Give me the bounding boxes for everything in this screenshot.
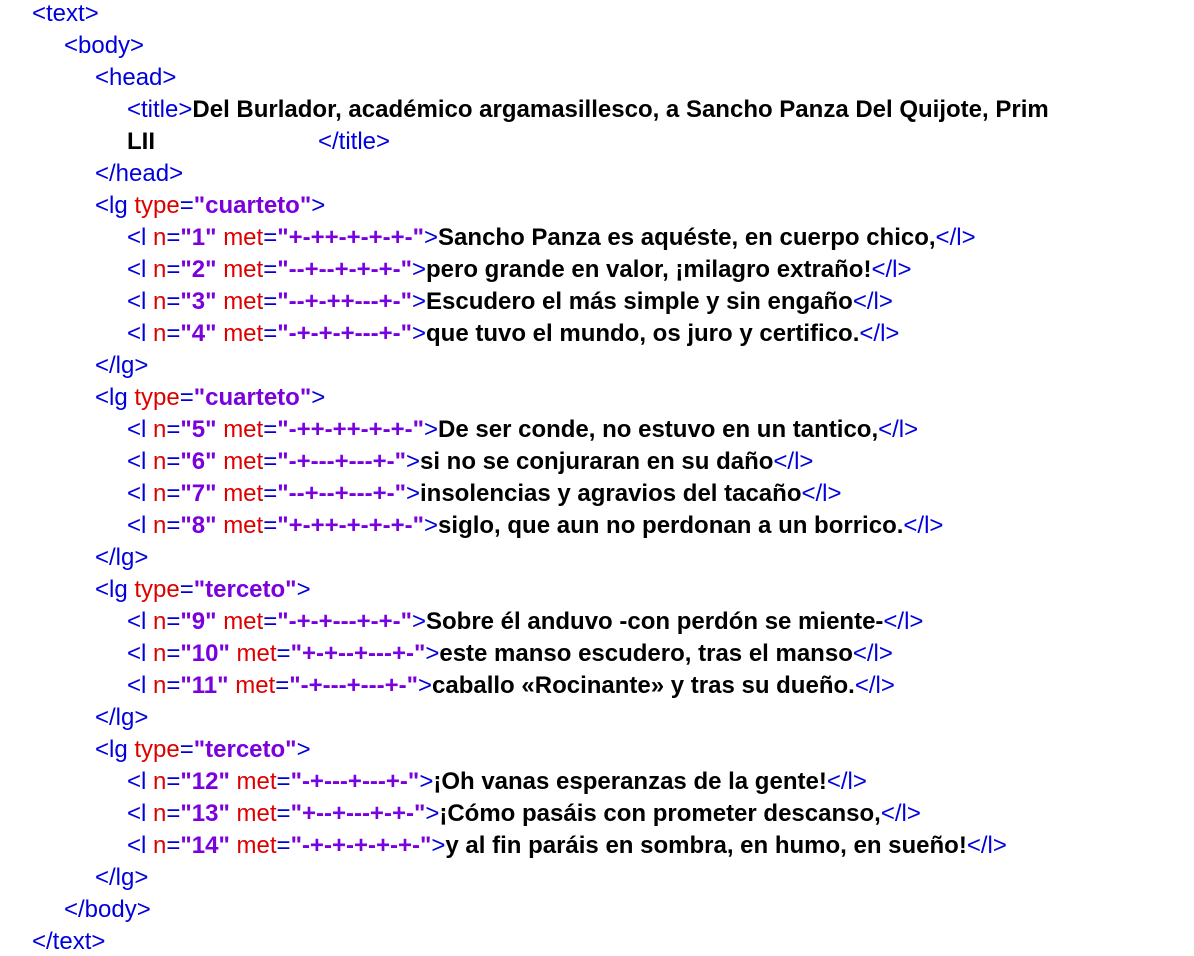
equals: =: [276, 640, 291, 667]
verse-line: [127, 830, 1007, 862]
lg-open-tag: [95, 190, 325, 222]
tag: <l: [127, 640, 147, 667]
tag: </l>: [966, 832, 1007, 859]
attr-name: n: [153, 480, 167, 507]
tag: <l: [127, 480, 147, 507]
attr-name: met: [223, 416, 264, 443]
tag: >: [419, 768, 434, 795]
line-number: "12": [180, 768, 230, 795]
line-number: "14": [180, 832, 230, 859]
attr-name: n: [153, 224, 167, 251]
verse-text: insolencias y agravios del tacaño: [419, 480, 802, 507]
line-number: "3": [180, 288, 217, 315]
tag: <l: [127, 672, 147, 699]
tag: <l: [127, 224, 147, 251]
tag: >: [425, 800, 440, 827]
equals: =: [263, 416, 278, 443]
tag: </lg>: [95, 864, 149, 891]
meter-pattern: "+--+---+-+-": [290, 800, 426, 827]
tag: <l: [127, 256, 147, 283]
verse-line: [127, 670, 895, 702]
meter-pattern: "-++-++-+-+-": [277, 416, 425, 443]
meter-pattern: "-+---+---+-": [289, 672, 418, 699]
tag: </l>: [773, 448, 814, 475]
attr-name: met: [223, 512, 264, 539]
attr-name: type: [134, 576, 180, 603]
verse-line: [127, 318, 899, 350]
tag: >: [424, 416, 439, 443]
line-number: "7": [180, 480, 217, 507]
lg-close-tag: [95, 542, 148, 574]
attr-name: n: [153, 768, 167, 795]
tag: >: [311, 384, 326, 411]
tag: <lg: [95, 384, 128, 411]
tag: <l: [127, 288, 147, 315]
tag: <l: [127, 448, 147, 475]
verse-line: [127, 478, 842, 510]
tag: <l: [127, 800, 147, 827]
stanza-type: "terceto": [193, 576, 297, 603]
line-number: "6": [180, 448, 217, 475]
attr-name: met: [236, 640, 277, 667]
equals: =: [166, 416, 181, 443]
meter-pattern: "-+---+---+-": [277, 448, 406, 475]
verse-line: [127, 222, 976, 254]
attr-name: met: [236, 768, 277, 795]
tag: <lg: [95, 192, 128, 219]
verse-text: ¡Oh vanas esperanzas de la gente!: [433, 768, 827, 795]
meter-pattern: "+-+--+---+-": [290, 640, 426, 667]
lg-open-tag: [95, 734, 311, 766]
tag: </head>: [95, 160, 184, 187]
verse-line: [127, 766, 867, 798]
tag: </title>: [318, 128, 391, 155]
title-text: Del Burlador, académico argamasillesco, a Sancho Panza Del Quijote, Prim: [192, 96, 1049, 123]
tag: >: [418, 672, 433, 699]
equals: =: [166, 512, 181, 539]
verse-text: este manso escudero, tras el manso: [439, 640, 853, 667]
tag: </lg>: [95, 544, 149, 571]
tag: </l>: [852, 640, 893, 667]
tag: >: [405, 480, 420, 507]
attr-name: met: [223, 256, 264, 283]
equals: =: [166, 480, 181, 507]
tag: >: [311, 192, 326, 219]
equals: =: [276, 800, 291, 827]
equals: =: [166, 672, 181, 699]
verse-line: [127, 446, 813, 478]
tag: <lg: [95, 736, 128, 763]
tag: <text>: [32, 0, 99, 27]
tag: >: [411, 608, 426, 635]
body-close-tag: [64, 894, 151, 926]
verse-text: caballo «Rocinante» y tras su dueño.: [432, 672, 855, 699]
meter-pattern: "--+--+---+-": [277, 480, 406, 507]
verse-text: que tuvo el mundo, os juro y certifico.: [426, 320, 860, 347]
equals: =: [263, 608, 278, 635]
attr-name: type: [134, 192, 180, 219]
line-number: "11": [180, 672, 229, 699]
verse-line: [127, 510, 943, 542]
verse-text: De ser conde, no estuvo en un tantico,: [438, 416, 879, 443]
meter-pattern: "+-++-+-+-+-": [277, 224, 425, 251]
equals: =: [166, 224, 181, 251]
attr-name: met: [236, 800, 277, 827]
verse-line: [127, 798, 921, 830]
equals: =: [263, 448, 278, 475]
tag: <l: [127, 416, 147, 443]
equals: =: [166, 288, 181, 315]
tag: </l>: [852, 288, 893, 315]
attr-name: met: [223, 288, 264, 315]
lg-open-tag: [95, 574, 311, 606]
tag: >: [431, 832, 446, 859]
attr-name: met: [223, 448, 264, 475]
attr-name: met: [236, 832, 277, 859]
equals: =: [166, 448, 181, 475]
attr-name: type: [134, 384, 180, 411]
text-close-tag: [32, 926, 105, 956]
tag: <title>: [127, 96, 193, 123]
equals: =: [166, 320, 181, 347]
line-number: "10": [180, 640, 230, 667]
equals: =: [166, 832, 181, 859]
lg-close-tag: [95, 702, 148, 734]
title-line-1: [127, 94, 1049, 126]
verse-line: [127, 414, 918, 446]
tag: </l>: [826, 768, 867, 795]
verse-line: [127, 286, 893, 318]
tag: <l: [127, 320, 147, 347]
tag: >: [296, 736, 311, 763]
attr-name: n: [153, 832, 167, 859]
tag: </l>: [871, 256, 912, 283]
attr-name: met: [223, 480, 264, 507]
tag: </l>: [935, 224, 976, 251]
tag: >: [425, 640, 440, 667]
equals: =: [275, 672, 290, 699]
meter-pattern: "+-++-+-+-+-": [277, 512, 425, 539]
head-open-tag: [95, 62, 176, 94]
attr-name: n: [153, 416, 167, 443]
lg-close-tag: [95, 862, 148, 894]
line-number: "8": [180, 512, 217, 539]
tag: </lg>: [95, 704, 149, 731]
meter-pattern: "-+-+-+-+-+-": [290, 832, 432, 859]
equals: =: [179, 576, 194, 603]
body-open-tag: [64, 30, 144, 62]
verse-line: [127, 638, 893, 670]
verse-text: Sobre él anduvo -con perdón se miente-: [426, 608, 884, 635]
meter-pattern: "-+-+---+-+-": [277, 608, 412, 635]
equals: =: [276, 832, 291, 859]
attr-name: n: [153, 256, 167, 283]
verse-text: Escudero el más simple y sin engaño: [426, 288, 853, 315]
attr-name: n: [153, 608, 167, 635]
title-line-2: [127, 126, 155, 158]
tag: <l: [127, 768, 147, 795]
tag: >: [411, 288, 426, 315]
equals: =: [276, 768, 291, 795]
stanza-type: "terceto": [193, 736, 297, 763]
tag: <body>: [64, 32, 145, 59]
lg-open-tag: [95, 382, 325, 414]
equals: =: [179, 192, 194, 219]
tag: </l>: [854, 672, 895, 699]
tag: >: [411, 320, 426, 347]
equals: =: [166, 256, 181, 283]
attr-name: met: [235, 672, 276, 699]
tag: </lg>: [95, 352, 149, 379]
attr-name: n: [153, 800, 167, 827]
line-number: "1": [180, 224, 217, 251]
attr-name: type: [134, 736, 180, 763]
tag: >: [296, 576, 311, 603]
attr-name: met: [223, 320, 264, 347]
tag: <lg: [95, 576, 128, 603]
equals: =: [179, 736, 194, 763]
attr-name: n: [153, 448, 167, 475]
attr-name: n: [153, 512, 167, 539]
verse-text: Sancho Panza es aquéste, en cuerpo chico,: [438, 224, 936, 251]
line-number: "5": [180, 416, 217, 443]
equals: =: [179, 384, 194, 411]
attr-name: n: [153, 288, 167, 315]
equals: =: [263, 256, 278, 283]
tag: </body>: [64, 896, 151, 923]
verse-line: [127, 254, 911, 286]
equals: =: [263, 512, 278, 539]
verse-line: [127, 606, 923, 638]
head-close-tag: [95, 158, 183, 190]
meter-pattern: "-+-+-+---+-": [277, 320, 412, 347]
attr-name: n: [153, 320, 167, 347]
tag: <l: [127, 512, 147, 539]
verse-text: siglo, que aun no perdonan a un borrico.: [438, 512, 904, 539]
tag: >: [424, 224, 439, 251]
tag: </l>: [903, 512, 944, 539]
line-number: "4": [180, 320, 217, 347]
equals: =: [166, 768, 181, 795]
verse-text: ¡Cómo pasáis con prometer descanso,: [439, 800, 881, 827]
tag: </l>: [859, 320, 900, 347]
equals: =: [166, 800, 181, 827]
meter-pattern: "--+-++---+-": [277, 288, 412, 315]
stanza-type: "cuarteto": [193, 192, 312, 219]
verse-text: y al fin paráis en sombra, en humo, en sueño!: [445, 832, 967, 859]
title-text-continued: LII: [127, 128, 155, 155]
equals: =: [166, 608, 181, 635]
verse-text: pero grande en valor, ¡milagro extraño!: [426, 256, 872, 283]
tag: >: [405, 448, 420, 475]
tag: >: [411, 256, 426, 283]
equals: =: [263, 288, 278, 315]
attr-name: met: [223, 224, 264, 251]
tag: </l>: [801, 480, 842, 507]
tag: >: [424, 512, 439, 539]
meter-pattern: "--+--+-+-+-": [277, 256, 412, 283]
line-number: "2": [180, 256, 217, 283]
lg-close-tag: [95, 350, 148, 382]
text-open-tag: [32, 0, 99, 30]
meter-pattern: "-+---+---+-": [290, 768, 420, 795]
equals: =: [263, 320, 278, 347]
stanza-type: "cuarteto": [193, 384, 312, 411]
tag: </text>: [32, 928, 106, 955]
title-close-tag: [318, 126, 390, 158]
attr-name: n: [153, 640, 167, 667]
attr-name: met: [223, 608, 264, 635]
line-number: "9": [180, 608, 217, 635]
tag: </l>: [878, 416, 919, 443]
tag: </l>: [880, 800, 921, 827]
tag: <l: [127, 832, 147, 859]
attr-name: n: [153, 672, 167, 699]
line-number: "13": [180, 800, 230, 827]
tag: </l>: [883, 608, 924, 635]
tag: <l: [127, 608, 147, 635]
equals: =: [263, 224, 278, 251]
equals: =: [263, 480, 278, 507]
equals: =: [166, 640, 181, 667]
tag: <head>: [95, 64, 177, 91]
verse-text: si no se conjuraran en su daño: [419, 448, 774, 475]
